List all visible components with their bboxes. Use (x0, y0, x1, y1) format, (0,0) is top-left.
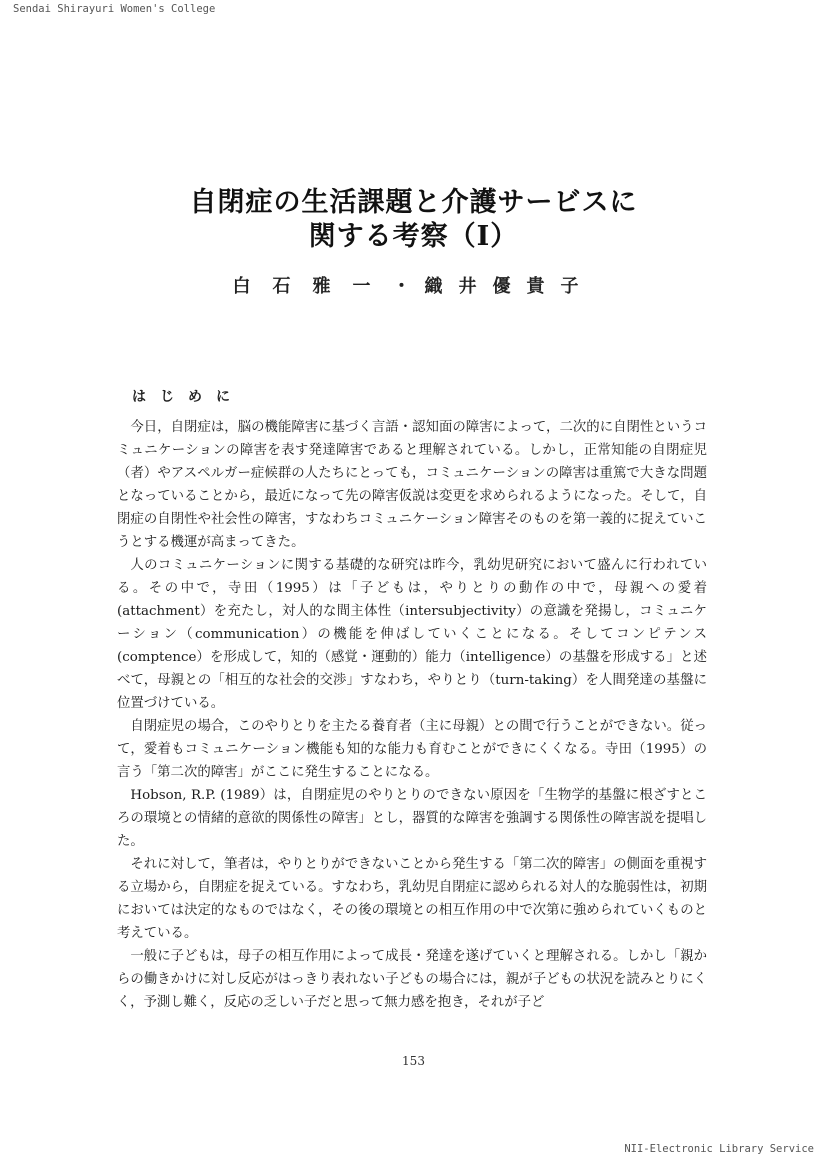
author-shiraishi: 白石雅一 (232, 276, 393, 297)
paragraph: 今日，自閉症は，脳の機能障害に基づく言語・認知面の障害によって，二次的に自閉性というコミュニケーションの障害を表す発達障害であると理解されている。しかし，正常知能の自閉症児（者）やアスペルガー症候群の人たちにとっても，コミュニケーションの障害は重篤で大きな問題となっていることから，最近になって先の障害仮説は変更を求められるようになった。そして，自閉症の自閉性や社会性の障害，すなわちコミュニケーション障害そのものを第一義的に捉えていこうとする機運が高まってきた。 (117, 420, 707, 550)
paragraph: Hobson, R.P. (1989）は，自閉症児のやりとりのできない原因を「生物学的基盤に根ざすところの環境との情緒的意欲的関係性の障害」とし，器質的な障害を強調する関係性の障害説を提唱した。 (117, 788, 707, 849)
page-number: 153 (402, 1054, 425, 1068)
paper-title-line-2: 関する考察（Ⅰ） (308, 221, 519, 252)
paper-title-line-1: 自閉症の生活課題と介護サービスに (189, 187, 638, 218)
paragraph: 自閉症児の場合，このやりとりを主たる養育者（主に母親）との間で行うことができない。従って，愛着もコミュニケーション機能も知的な能力も育むことができにくくなる。寺田（1995）の言う「第二次的障害」がここに発生することになる。 (117, 719, 707, 780)
paragraph: 一般に子どもは，母子の相互作用によって成長・発達を遂げていくと理解される。しかし「親からの働きかけに対し反応がはっきり表れない子どもの場合には，親が子どもの状況を読みとりにくく，予測し難く，反応の乏しい子だと思って無力感を抱き，それが子ど (117, 949, 707, 1010)
author-orii: 織井優貴子 (424, 276, 595, 297)
body-text (117, 416, 707, 1014)
author-list (0, 272, 827, 298)
institution-header: Sendai Shirayuri Women's College (13, 3, 216, 15)
section-heading: はじめに (132, 389, 244, 405)
author-separator: ・ (392, 276, 411, 297)
library-service-footer: NII-Electronic Library Service (624, 1143, 814, 1155)
paragraph: 人のコミュニケーションに関する基礎的な研究は昨今，乳幼児研究において盛んに行われている。その中で，寺田（1995）は「子どもは，やりとりの動作の中で，母親への愛着(attachment）を充たし，対人的な間主体性（intersubjectivity）の意識を発揚し，コミュニケーション（communication）の機能を伸ばしていくことになる。そしてコンピテンス(comptence）を形成して，知的（感覚・運動的）能力（intelligence）の基盤を形成する」と述べて，母親との「相互的な社会的交渉」すなわち，やりとり（turn-taking）を人間発達の基盤に位置づけている。 (117, 558, 707, 711)
paragraph: それに対して，筆者は，やりとりができないことから発生する「第二次的障害」の側面を重視する立場から，自閉症を捉えている。すなわち，乳幼児自閉症に認められる対人的な脆弱性は，初期においては決定的なものではなく，その後の環境との相互作用の中で次第に強められていくものと考えている。 (117, 857, 707, 941)
